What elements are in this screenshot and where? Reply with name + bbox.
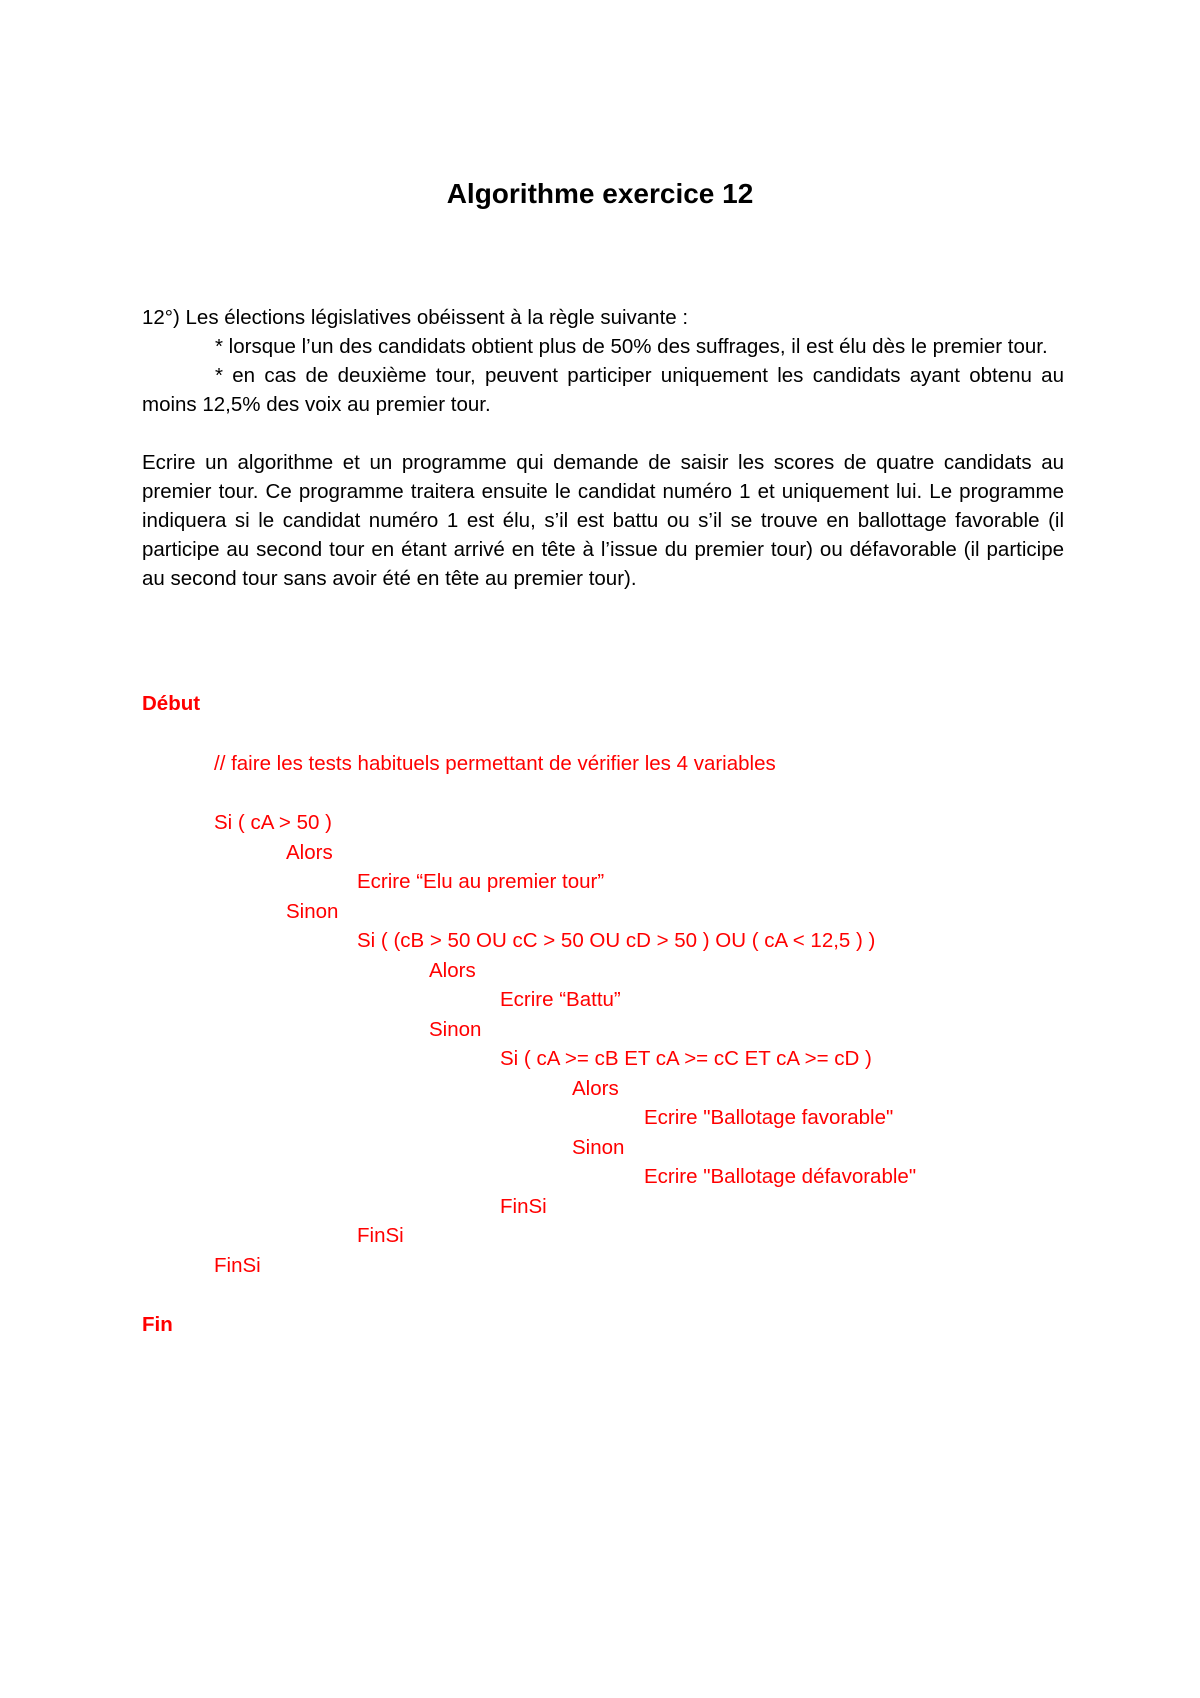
algo-si-2: Si ( (cB > 50 OU cC > 50 OU cD > 50 ) OU ( cA < 12,5 ) )	[357, 929, 876, 952]
rule-first-round: * lorsque l’un des candidats obtient plus de 50% des suffrages, il est élu dès le premier tour.	[215, 335, 1048, 358]
algo-ecrire-battu: Ecrire “Battu”	[500, 988, 621, 1011]
algo-alors-1: Alors	[286, 841, 333, 864]
algo-fin: Fin	[142, 1313, 173, 1336]
algo-debut: Début	[142, 692, 201, 715]
algo-ecrire-defavorable: Ecrire "Ballotage défavorable"	[644, 1165, 917, 1188]
algo-sinon-3: Sinon	[572, 1136, 625, 1159]
page-title: Algorithme exercice 12	[446, 178, 754, 209]
algo-finsi-2: FinSi	[357, 1224, 404, 1247]
algo-finsi-1: FinSi	[214, 1254, 261, 1277]
algo-si-1: Si ( cA > 50 )	[214, 811, 332, 834]
rule-second-round: * en cas de deuxième tour, peuvent participer uniquement les candidats ayant obtenu au moins 12,5% des voix au premier tour.	[142, 364, 1064, 416]
problem-intro: 12°) Les élections législatives obéissent à la règle suivante :	[142, 306, 689, 329]
algo-ecrire-elu: Ecrire “Elu au premier tour”	[357, 870, 605, 893]
algo-sinon-2: Sinon	[429, 1018, 482, 1041]
algo-finsi-3: FinSi	[500, 1195, 547, 1218]
exercise-statement: Ecrire un algorithme et un programme qui demande de saisir les scores de quatre candidats au premier tour. Ce programme traitera ensuite le candidat numéro 1 et uniquement lui. Le programme indiquera si le candidat numéro 1 est élu, s’il est battu ou s’il se trouve en ballottage favorable (il participe au second tour en étant arrivé en tête à l’issue du premier tour) ou défavorable (il participe au second tour sans avoir été en tête au premier tour).	[142, 451, 1064, 590]
algo-sinon-1: Sinon	[286, 900, 339, 923]
algo-si-3: Si ( cA >= cB ET cA >= cC ET cA >= cD )	[500, 1047, 872, 1070]
algo-comment: // faire les tests habituels permettant de vérifier les 4 variables	[214, 752, 776, 775]
algo-ecrire-favorable: Ecrire "Ballotage favorable"	[644, 1106, 894, 1129]
algo-alors-3: Alors	[572, 1077, 619, 1100]
algo-alors-2: Alors	[429, 959, 476, 982]
